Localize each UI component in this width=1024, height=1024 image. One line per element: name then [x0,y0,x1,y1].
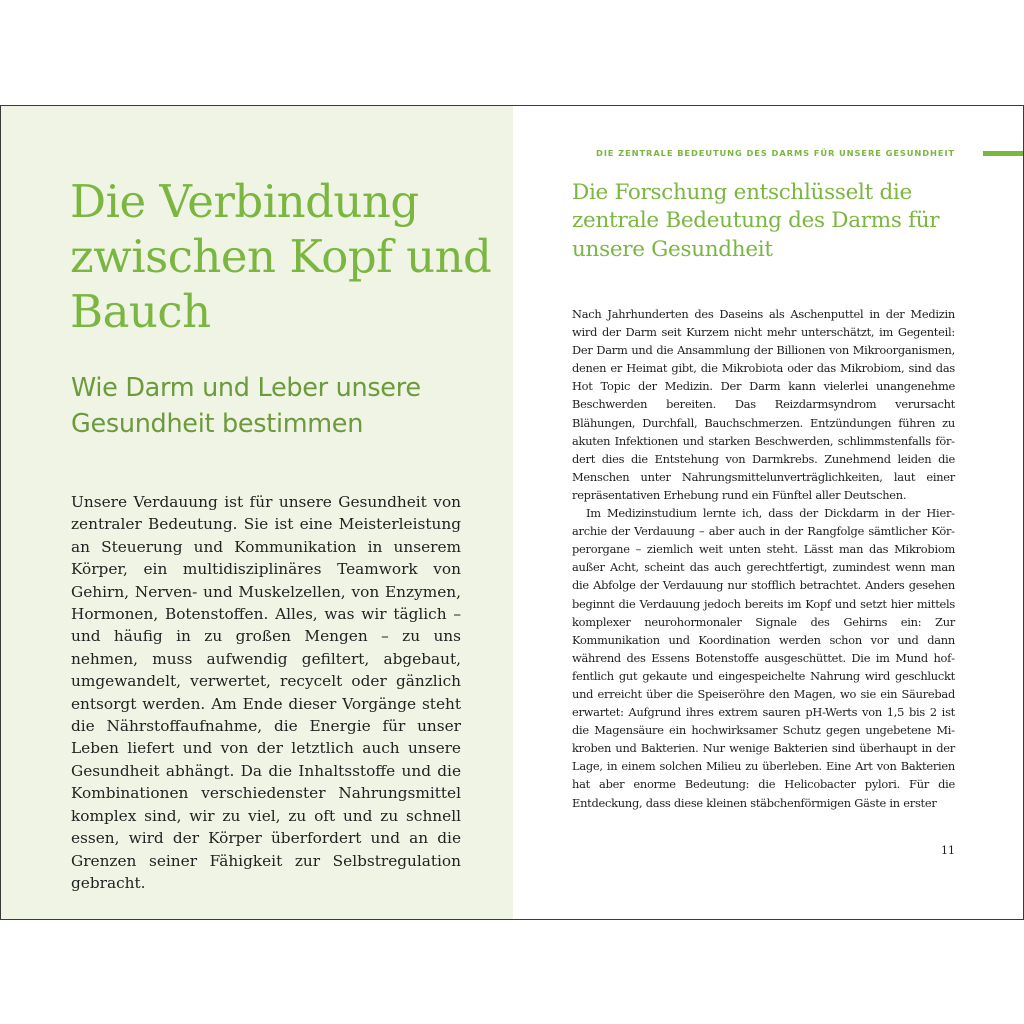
page-number: 11 [941,844,955,857]
right-page [513,106,1024,919]
left-page [1,106,513,919]
section-heading: Die Forschung entschlüsselt die zentrale Bedeutung des Darms für unsere Gesundheit [572,180,940,262]
running-head: DIE ZENTRALE BEDEUTUNG DES DARMS FÜR UNSERE GESUNDHEIT [596,148,955,158]
running-head-bar [983,151,1024,156]
body-paragraph: Nach Jahrhunderten des Daseins als Aschenputtel in der Medizin wird der Darm seit Kurzem nicht mehr unterschätzt, im Gegenteil: Der Darm und die Ansammlung der Billionen von Mikroorganismen, denen er Heimat gibt, die Mikrobiota oder das Mikrobiom, sind das Hot Topic der Medizin. Der Darm kann vielerlei unangenehme Beschwerden bereiten. Das Reizdarmsyndrom verursacht Blähungen, Durchfall, Bauchschmerzen. Entzündungen führen zu akuten Infektionen und starken Beschwerden, schlimmstenfalls fördert dies die Entstehung von Darmkrebs. Zunehmend leiden die Menschen unter Nahrungsmittelunverträglichkeiten, laut einer repräsentativen Erhebung rund ein Fünftel aller Deutschen. [572,307,955,502]
body-text [572,305,955,812]
chapter-subtitle: Wie Darm und Leber unsere Gesundheit bestimmen [71,373,421,439]
book-spread [0,105,1024,920]
chapter-title: Die Verbindung zwischen Kopf und Bauch [70,175,492,338]
body-paragraph: Im Medizinstudium lernte ich, dass der Dickdarm in der Hierarchie der Verdauung – aber auch in der Rangfolge sämtlicher Körperorgane – ziemlich weit unten steht. Lässt man das Mikrobiom außer Acht, scheint das auch gerechtfertigt, zumindest wenn man die Abfolge der Verdauung nur stofflich betrachtet. Anders gesehen beginnt die Verdauung jedoch bereits im Kopf und setzt hier mittels komplexer neurohormonaler Signale des Gehirns ein: Zur Kommunikation und Koordination werden schon vor und dann während des Essens Botenstoffe ausgeschüttet. Die im Mund hoffentlich gut gekaute und eingespeichelte Nahrung wird geschluckt und erreicht über die Speiseröhre den Magen, wo sie ein Säurebad erwartet: Aufgrund ihres extrem sauren pH-Werts von 1,5 bis 2 ist die Magensäure ein hochwirksamer Schutz gegen ungebetene Mikroben und Bakterien. Nur wenige Bakterien sind überhaupt in der Lage, in einem solchen Milieu zu überleben. Eine Art von Bakterien hat aber enorme Bedeutung: die Helicobacter pylori. Für die Entdeckung, dass diese kleinen stäbchenförmigen Gäste in erster [572,506,955,810]
intro-paragraph: Unsere Verdauung ist für unsere Gesundheit von zentraler Bedeutung. Sie ist eine Meisterleistung an Steuerung und Kommunikation in unserem Körper, ein multidisziplinäres Teamwork von Gehirn, Nerven- und Muskelzellen, von Enzymen, Hormonen, Botenstoffen. Alles, was wir täglich – und häufig in zu großen Mengen – zu uns nehmen, muss aufwendig gefiltert, abgebaut, umgewandelt, verwertet, recycelt oder gänzlich entsorgt werden. Am Ende dieser Vorgänge steht die Nährstoffaufnahme, die Energie für unser Leben liefert und von der letztlich auch unsere Gesundheit abhängt. Da die Inhaltsstoffe und die Kombinationen verschiedenster Nahrungsmittel komplex sind, wir zu viel, zu oft und zu schnell essen, wird der Körper überfordert und an die Grenzen seiner Fähigkeit zur Selbstregulation gebracht. [71,493,461,892]
